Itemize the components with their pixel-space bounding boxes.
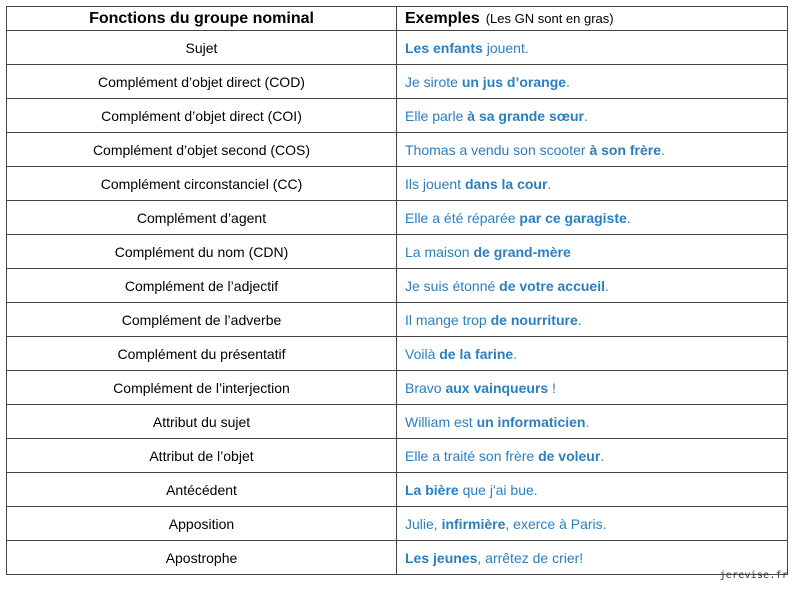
- example-cell: [397, 337, 788, 371]
- example-text: .: [605, 277, 609, 294]
- function-cell: Complément de l’adjectif: [7, 269, 397, 303]
- header-functions: Fonctions du groupe nominal: [7, 7, 397, 31]
- example-text: Il mange trop: [405, 311, 491, 328]
- example-text: que j'ai bue.: [458, 481, 538, 498]
- table-row: [7, 439, 788, 473]
- function-cell: Attribut du sujet: [7, 405, 397, 439]
- example-text: .: [583, 107, 588, 124]
- example-text: Elle a été réparée: [405, 209, 520, 226]
- function-cell: Complément de l’adverbe: [7, 303, 397, 337]
- table-row: [7, 99, 788, 133]
- table-body: [7, 31, 788, 575]
- example-cell: [397, 439, 788, 473]
- example-gn-bold: un jus d’orange: [461, 73, 567, 90]
- example-gn-bold: Les jeunes: [405, 549, 478, 566]
- example-text: Thomas a vendu son scooter: [405, 141, 590, 158]
- example-cell: [397, 65, 788, 99]
- table-row: [7, 371, 788, 405]
- example-cell: [397, 235, 788, 269]
- example-text: Elle a traité son frère: [405, 447, 539, 464]
- example-cell: [397, 473, 788, 507]
- function-cell: Sujet: [7, 31, 397, 65]
- table-row: [7, 31, 788, 65]
- table-row: [7, 269, 788, 303]
- table-row: [7, 337, 788, 371]
- example-cell: [397, 303, 788, 337]
- function-cell: Attribut de l’objet: [7, 439, 397, 473]
- example-text: .: [547, 175, 552, 192]
- function-cell: Apposition: [7, 507, 397, 541]
- function-cell: Complément de l’interjection: [7, 371, 397, 405]
- example-gn-bold: Les enfants: [405, 39, 483, 56]
- table-row: [7, 405, 788, 439]
- example-text: .: [577, 311, 582, 328]
- example-cell: [397, 507, 788, 541]
- example-cell: [397, 31, 788, 65]
- example-gn-bold: par ce garagiste: [519, 209, 627, 226]
- function-cell: Complément d’objet direct (COD): [7, 65, 397, 99]
- example-cell: [397, 269, 788, 303]
- example-text: , arrêtez de crier!: [477, 549, 584, 566]
- table-row: [7, 65, 788, 99]
- example-gn-bold: un informaticien: [476, 413, 586, 430]
- example-cell: [397, 201, 788, 235]
- example-text: Je sirote: [405, 73, 462, 90]
- example-text: .: [600, 447, 605, 464]
- watermark: jerevise.fr: [719, 570, 788, 581]
- function-cell: Complément d’objet direct (COI): [7, 99, 397, 133]
- example-gn-bold: de votre accueil: [499, 277, 605, 294]
- table-row: [7, 201, 788, 235]
- example-text: .: [585, 413, 590, 430]
- function-cell: Apostrophe: [7, 541, 397, 575]
- table-row: [7, 507, 788, 541]
- example-cell: [397, 99, 788, 133]
- header-examples: [397, 7, 788, 31]
- function-cell: Complément d’agent: [7, 201, 397, 235]
- example-text: , exerce à Paris.: [505, 515, 607, 532]
- function-cell: Complément du présentatif: [7, 337, 397, 371]
- table-row: [7, 541, 788, 575]
- table-row: [7, 133, 788, 167]
- example-gn-bold: à son frère: [589, 141, 662, 158]
- function-cell: Antécédent: [7, 473, 397, 507]
- example-gn-bold: dans la cour: [464, 175, 548, 192]
- example-cell: [397, 405, 788, 439]
- header-row: [7, 7, 788, 31]
- example-gn-bold: de nourriture: [490, 311, 578, 328]
- table-header: [7, 7, 788, 31]
- table-row: [7, 303, 788, 337]
- example-text: Ils jouent: [405, 175, 465, 192]
- function-cell: Complément d’objet second (COS): [7, 133, 397, 167]
- example-text: .: [566, 73, 570, 90]
- example-text: Voilà: [405, 345, 440, 362]
- header-examples-label: Exemples: [405, 9, 480, 27]
- table-row: [7, 235, 788, 269]
- example-cell: [397, 133, 788, 167]
- example-text: jouent.: [482, 39, 529, 56]
- example-gn-bold: de la farine: [439, 345, 514, 362]
- example-cell: [397, 167, 788, 201]
- example-gn-bold: de voleur: [538, 447, 601, 464]
- example-text: .: [661, 141, 665, 158]
- example-gn-bold: infirmière: [441, 515, 506, 532]
- example-gn-bold: aux vainqueurs: [445, 379, 549, 396]
- table-row: [7, 473, 788, 507]
- example-gn-bold: de grand-mère: [473, 243, 571, 260]
- example-text: William est: [405, 413, 477, 430]
- header-examples-note: (Les GN sont en gras): [485, 10, 614, 26]
- example-cell: [397, 371, 788, 405]
- example-text: !: [548, 379, 556, 396]
- example-text: La maison: [405, 243, 474, 260]
- example-gn-bold: La bière: [405, 481, 459, 498]
- example-text: .: [513, 345, 518, 362]
- example-text: Je suis étonné: [405, 277, 500, 294]
- example-text: Bravo: [405, 379, 446, 396]
- example-text: .: [626, 209, 631, 226]
- example-gn-bold: à sa grande sœur: [467, 107, 584, 124]
- function-cell: Complément du nom (CDN): [7, 235, 397, 269]
- gn-functions-table: [6, 6, 788, 575]
- function-cell: Complément circonstanciel (CC): [7, 167, 397, 201]
- example-text: Elle parle: [405, 107, 468, 124]
- table-row: [7, 167, 788, 201]
- example-text: Julie,: [405, 515, 442, 532]
